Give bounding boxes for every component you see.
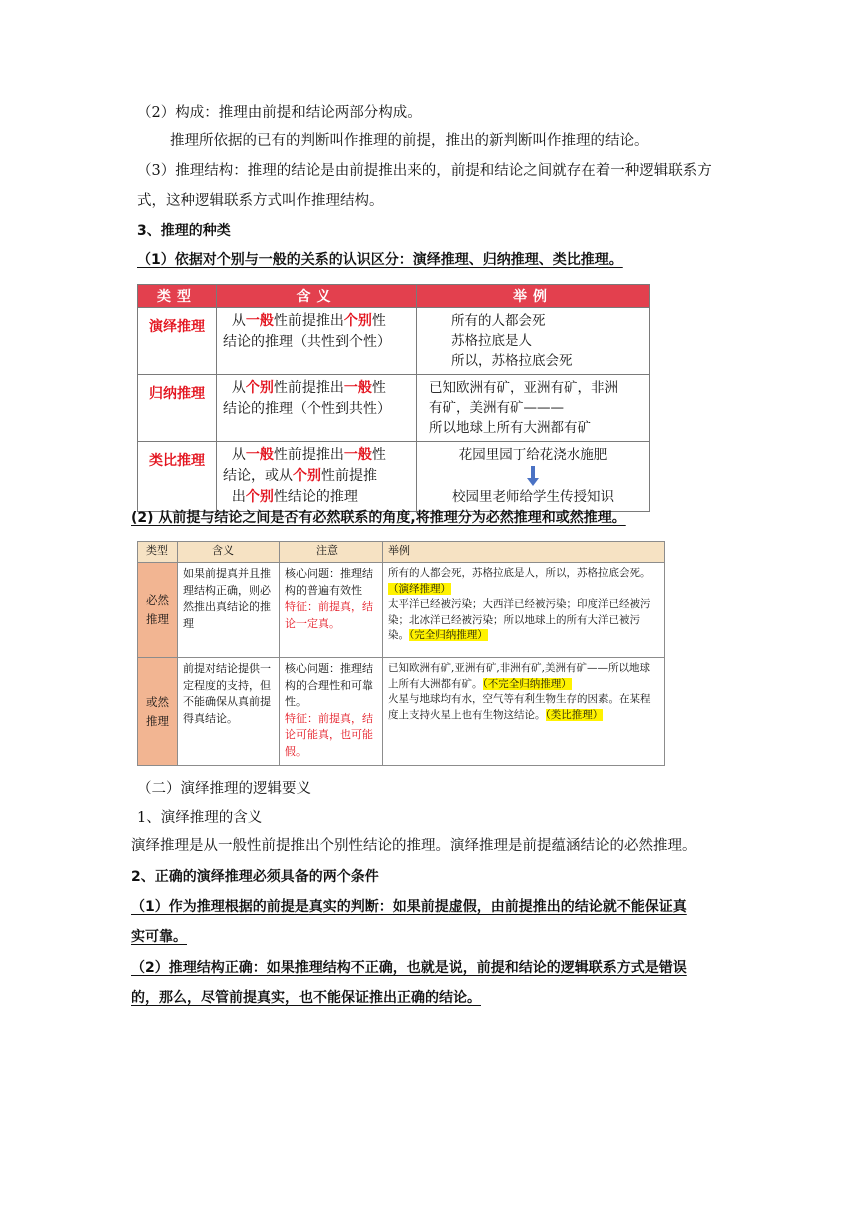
meaning-inductive: 从个别性前提推出一般性 结论的推理（个性到共性） <box>217 375 417 442</box>
subheading-classification-1: （1）依据对个别与一般的关系的认识区分：演绎推理、归纳推理、类比推理。 <box>137 252 623 268</box>
paragraph-deductive-meaning-title: 1、演绎推理的含义 <box>137 810 263 826</box>
type-inductive: 归纳推理 <box>138 375 217 442</box>
meaning-analogical: 从一般性前提推出一般性 结论，或从个别性前提推 出个别性结论的推理 <box>217 442 417 512</box>
note-necessary: 核心问题：推理结构的普遍有效性 特征：前提真，结论一定真。 <box>280 563 383 658</box>
note-probable: 核心问题：推理结构的合理性和可靠性。 特征：前提真，结论可能真，也可能假。 <box>280 658 383 766</box>
meaning-probable: 前提对结论提供一定程度的支持，但不能确保从真前提得真结论。 <box>178 658 280 766</box>
table-row <box>138 442 650 512</box>
paragraph-reasoning-structure-1: （3）推理结构：推理的结论是由前提推出来的，前提和结论之间就存在着一种逻辑联系方 <box>137 163 712 179</box>
type-analogical: 类比推理 <box>138 442 217 512</box>
example-analogical: 花园里园丁给花浇水施肥 校园里老师给学生传授知识 <box>417 442 650 512</box>
table-row <box>138 308 650 375</box>
meaning-deductive: 从一般性前提推出个别性 结论的推理（共性到个性） <box>217 308 417 375</box>
header-note: 注意 <box>280 542 383 563</box>
header-meaning: 含义 <box>217 285 417 308</box>
paragraph-reasoning-structure-2: 式，这种逻辑联系方式叫作推理结构。 <box>137 193 384 209</box>
meaning-necessary: 如果前提真并且推理结构正确，则必然推出真结论的推理 <box>178 563 280 658</box>
example-deductive: 所有的人都会死 苏格拉底是人 所以，苏格拉底会死 <box>417 308 650 375</box>
table-header-row <box>138 285 650 308</box>
type-deductive: 演绎推理 <box>138 308 217 375</box>
reasoning-types-table <box>137 284 650 512</box>
header-type: 类型 <box>138 542 178 563</box>
header-type: 类型 <box>138 285 217 308</box>
header-meaning: 含义 <box>178 542 280 563</box>
arrow-down-icon <box>425 465 641 487</box>
heading-two-conditions: 2、正确的演绎推理必须具备的两个条件 <box>131 869 379 885</box>
paragraph-structure: （2）构成：推理由前提和结论两部分构成。 <box>137 105 422 121</box>
condition-1-line-2: 实可靠。 <box>131 929 187 945</box>
paragraph-deductive-meaning: 演绎推理是从一般性前提推出个别性结论的推理。演绎推理是前提蕴涵结论的必然推理。 <box>131 838 697 854</box>
type-probable: 或然 推理 <box>138 658 178 766</box>
condition-1-line-1: （1）作为推理根据的前提是真实的判断：如果前提虚假，由前提推出的结论就不能保证真 <box>131 899 687 915</box>
condition-2-line-1: （2）推理结构正确：如果推理结构不正确，也就是说，前提和结论的逻辑联系方式是错误 <box>131 960 687 976</box>
example-necessary: 所有的人都会死，苏格拉底是人，所以，苏格拉底会死。（演绎推理） 太平洋已经被污染；大西洋已经被污染；印度洋已经被污染；北冰洋已经被污染；所以地球上的所有大洋已被污染。（完全归纳推理） <box>383 563 665 658</box>
table-header-row <box>138 542 665 563</box>
header-example: 举例 <box>383 542 665 563</box>
type-necessary: 必然 推理 <box>138 563 178 658</box>
header-example: 举例 <box>417 285 650 308</box>
table-row <box>138 375 650 442</box>
condition-2-line-2: 的，那么，尽管前提真实，也不能保证推出正确的结论。 <box>131 990 481 1006</box>
paragraph-premise-definition: 推理所依据的已有的判断叫作推理的前提，推出的新判断叫作推理的结论。 <box>170 133 649 149</box>
table-row <box>138 658 665 766</box>
table-row <box>138 563 665 658</box>
subheading-classification-2: (2) 从前提与结论之间是否有必然联系的角度,将推理分为必然推理和或然推理。 <box>131 510 626 526</box>
section-heading-deductive: （二）演绎推理的逻辑要义 <box>137 781 311 797</box>
heading-reasoning-types: 3、推理的种类 <box>137 223 231 239</box>
example-inductive: 已知欧洲有矿，亚洲有矿，非洲 有矿，美洲有矿——— 所以地球上所有大洲都有矿 <box>417 375 650 442</box>
necessity-table <box>137 541 665 766</box>
example-probable: 已知欧洲有矿,亚洲有矿,非洲有矿,美洲有矿——所以地球上所有大洲都有矿。（不完全归纳推理） 火星与地球均有水，空气等有利生物生存的因素。在某程度上支持火星上也有生物这结论。（类比推理） <box>383 658 665 766</box>
